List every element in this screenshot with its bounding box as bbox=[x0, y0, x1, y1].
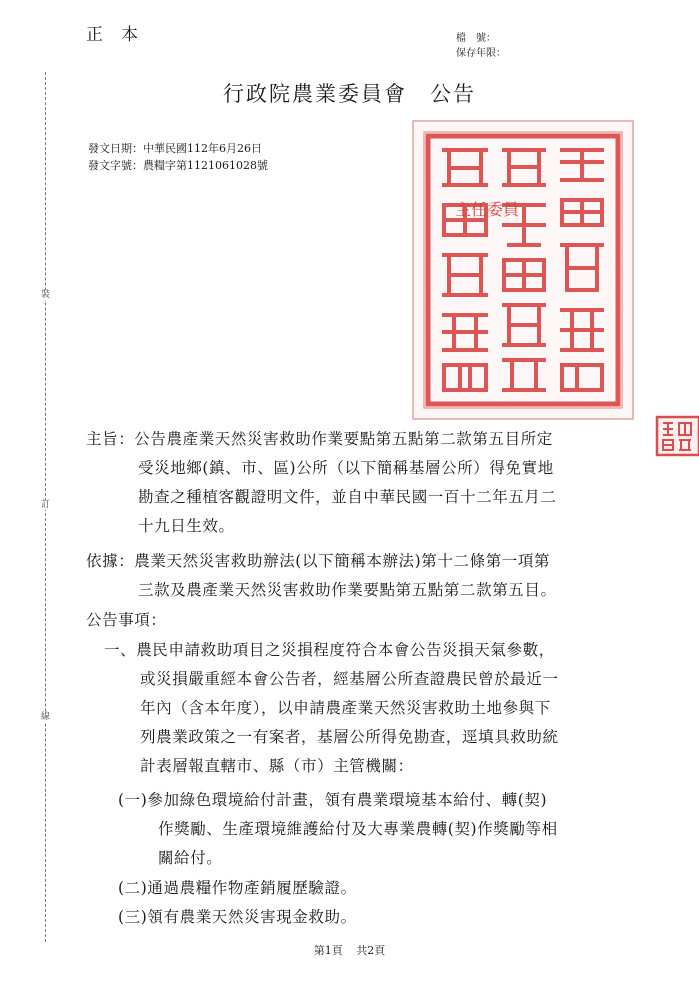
sub3-line: (三)領有農業天然災害現金救助。 bbox=[118, 908, 357, 926]
page-total: 共2頁 bbox=[356, 944, 386, 957]
page-footer bbox=[0, 942, 699, 958]
issue-number: 發文字號：農糧字第1121061028號 bbox=[88, 159, 268, 172]
subject-line-2: 受災地鄉(鎮、市、區)公所（以下簡稱基層公所）得免實地 bbox=[138, 459, 554, 477]
basis-line-1: 依據：農業天然災害救助辦法(以下簡稱本辦法)第十二條第一項第 bbox=[86, 552, 551, 570]
binding-char-xian: 線 bbox=[40, 712, 50, 722]
original-copy-mark: 正本 bbox=[86, 25, 156, 45]
sub1-line-2: 作獎勵、生產環境維護給付及大專業農轉(契)作獎勵等相 bbox=[158, 820, 558, 838]
sub2-line: (二)通過農糧作物產銷履歷驗證。 bbox=[118, 879, 357, 897]
chief-seal-text: 主任委員 bbox=[455, 200, 520, 219]
binding-char-ding: 訂 bbox=[40, 500, 50, 510]
document-title: 行政院農業委員會 公告 bbox=[223, 82, 476, 106]
file-number-label: 檔 號： bbox=[456, 33, 496, 44]
subject-line-3: 勘查之種植客觀證明文件，並自中華民國一百十二年五月二 bbox=[138, 488, 557, 506]
official-seal bbox=[412, 120, 634, 420]
item1-line-3: 年內（含本年度），以申請農產業天然災害救助土地參與下 bbox=[140, 699, 551, 717]
item1-line-4: 列農業政策之一有案者，基層公所得免勘查，逕填具救助統 bbox=[140, 728, 559, 746]
file-meta bbox=[456, 31, 506, 61]
basis-line-2: 三款及農產業天然災害救助作業要點第五點第二款第五目。 bbox=[138, 581, 557, 599]
page-number: 第1頁 bbox=[313, 944, 343, 957]
subject-line-4: 十九日生效。 bbox=[138, 517, 235, 535]
items-heading: 公告事項： bbox=[86, 611, 167, 629]
subject-line-1: 主旨：公告農產業天然災害救助作業要點第五點第二款第五目所定 bbox=[86, 430, 553, 448]
issue-date: 發文日期：中華民國112年6月26日 bbox=[88, 142, 262, 155]
item1-line-1: 一、農民申請救助項目之災損程度符合本會公告災損天氣參數， bbox=[104, 641, 555, 659]
sub1-line-3: 關給付。 bbox=[158, 849, 223, 867]
item1-line-2: 或災損嚴重經本會公告者，經基層公所查證農民曾於最近一 bbox=[140, 670, 559, 688]
sub1-line-1: (一)參加綠色環境給付計畫，領有農業環境基本給付、轉(契) bbox=[118, 791, 548, 809]
binding-char-zhuang: 裝 bbox=[40, 290, 50, 300]
retention-period-label: 保存年限： bbox=[456, 48, 506, 59]
item1-line-5: 計表層報直轄市、縣（市）主管機關： bbox=[140, 757, 414, 775]
issue-info bbox=[88, 140, 268, 174]
chief-seal bbox=[455, 200, 699, 457]
